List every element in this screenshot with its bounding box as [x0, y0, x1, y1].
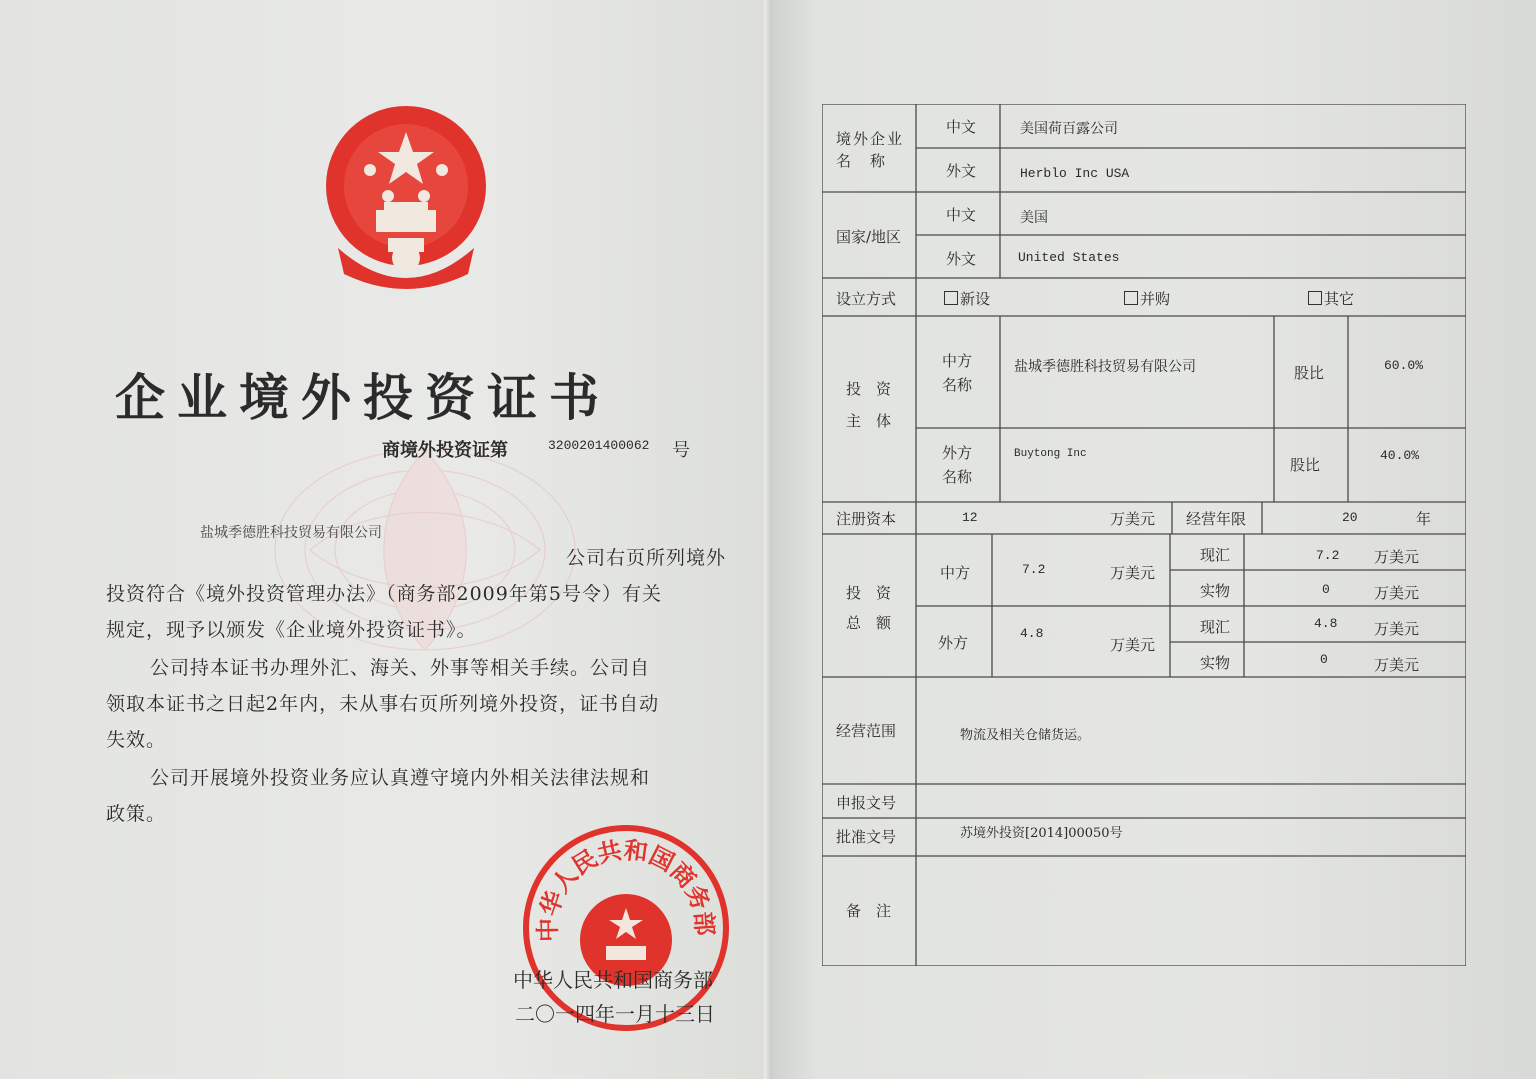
fx-goods-unit: 万美元 [1374, 656, 1420, 674]
cn-cash-unit: 万美元 [1374, 548, 1420, 566]
investor-label-1: 投 资 [846, 380, 892, 398]
cert-number: 3200201400062 [548, 438, 650, 453]
total-label-2: 总 额 [846, 614, 892, 632]
setup-merge-option [1124, 288, 1170, 309]
para2-line2: 领取本证书之日起2年内，未从事右页所列境外投资，证书自动 [106, 693, 660, 715]
country-label: 国家/地区 [836, 228, 902, 246]
issue-date: 二〇一四年一月十三日 [515, 1002, 715, 1026]
para1-line3: 规定，现予以颁发《企业境外投资证书》。 [106, 619, 477, 641]
para1-line2: 投资符合《境外投资管理办法》（商务部2009年第5号令）有关 [106, 583, 662, 605]
en-name-label: 外文 [946, 162, 977, 180]
cn-goods: 0 [1322, 582, 1330, 597]
fx-share-label: 股比 [1290, 456, 1321, 474]
cn-name-label: 中文 [946, 118, 977, 136]
fx-cash: 4.8 [1314, 616, 1338, 631]
total-fx-label: 外方 [938, 634, 969, 652]
investor-label-2: 主 体 [846, 412, 892, 430]
checkbox-empty-icon [1308, 291, 1322, 305]
setup-other-label: 其它 [1324, 290, 1355, 308]
remarks-label: 备 注 [846, 902, 892, 920]
cn-goods-label: 实物 [1200, 582, 1231, 600]
term: 20 [1342, 510, 1358, 525]
fx-goods-label: 实物 [1200, 654, 1231, 672]
national-emblem-icon [318, 98, 494, 294]
reg-capital-unit: 万美元 [1110, 510, 1156, 528]
reg-capital-label: 注册资本 [836, 510, 897, 528]
overseas-name-en: Herblo Inc USA [1020, 166, 1130, 181]
setup-label: 设立方式 [836, 290, 897, 308]
cn-cash: 7.2 [1316, 548, 1340, 563]
country-en-label: 外文 [946, 250, 977, 268]
report-no-label: 申报文号 [836, 794, 897, 812]
cn-cash-label: 现汇 [1200, 546, 1231, 564]
fx-goods: 0 [1320, 652, 1328, 667]
cn-share: 60.0% [1384, 358, 1424, 373]
country-cn: 美国 [1020, 210, 1048, 226]
cn-total-unit: 万美元 [1110, 564, 1156, 582]
cn-party-label-2: 名称 [942, 376, 973, 394]
setup-merge-label: 并购 [1140, 290, 1171, 308]
total-label-1: 投 资 [846, 584, 892, 602]
fx-party-label-2: 名称 [942, 468, 973, 486]
fx-total-unit: 万美元 [1110, 636, 1156, 654]
cn-total: 7.2 [1022, 562, 1046, 577]
fx-total: 4.8 [1020, 626, 1044, 641]
para2-line1: 公司持本证书办理外汇、海关、外事等相关手续。公司自 [150, 657, 651, 679]
country-cn-label: 中文 [946, 206, 977, 224]
cert-number-label: 商境外投资证第 [382, 440, 508, 461]
para1-line1: 公司右页所列境外 [566, 547, 727, 569]
info-table-grid [822, 104, 1466, 966]
setup-other-option [1308, 288, 1354, 309]
cn-goods-unit: 万美元 [1374, 584, 1420, 602]
overseas-name-cn: 美国荷百露公司 [1020, 121, 1118, 137]
setup-new-option [944, 288, 990, 309]
country-en: United States [1018, 250, 1120, 265]
total-cn-label: 中方 [940, 564, 971, 582]
checkbox-empty-icon [1124, 291, 1138, 305]
issuer-name: 中华人民共和国商务部 [513, 968, 713, 992]
reg-capital: 12 [962, 510, 978, 525]
approval-no: 苏境外投资[2014]00050号 [960, 826, 1123, 841]
fx-cash-unit: 万美元 [1374, 620, 1420, 638]
para3-line2: 政策。 [106, 803, 167, 825]
certificate-title: 企业境外投资证书 [115, 368, 611, 427]
fx-party-label-1: 外方 [942, 444, 973, 462]
setup-new-label: 新设 [960, 290, 991, 308]
cert-number-suffix: 号 [672, 440, 690, 461]
fx-cash-label: 现汇 [1200, 618, 1231, 636]
fx-party-name: Buytong Inc [1014, 448, 1087, 460]
approval-no-label: 批准文号 [836, 828, 897, 846]
fx-share: 40.0% [1380, 448, 1420, 463]
overseas-name-label: 境外企业名 称 [836, 130, 905, 170]
para3-line1: 公司开展境外投资业务应认真遵守境内外相关法律法规和 [150, 767, 651, 789]
cn-party-name: 盐城季德胜科技贸易有限公司 [1014, 359, 1196, 375]
checkbox-checked-icon [944, 291, 958, 305]
scope-label: 经营范围 [836, 722, 897, 740]
cn-share-label: 股比 [1294, 364, 1325, 382]
para2-line3: 失效。 [106, 729, 167, 751]
scope: 物流及相关仓储货运。 [960, 728, 1091, 743]
term-unit: 年 [1416, 510, 1432, 528]
seal-text: 中华人民共和国商务部 [532, 834, 720, 943]
term-label: 经营年限 [1186, 510, 1247, 528]
company-name: 盐城季德胜科技贸易有限公司 [200, 525, 382, 541]
cn-party-label-1: 中方 [942, 352, 973, 370]
